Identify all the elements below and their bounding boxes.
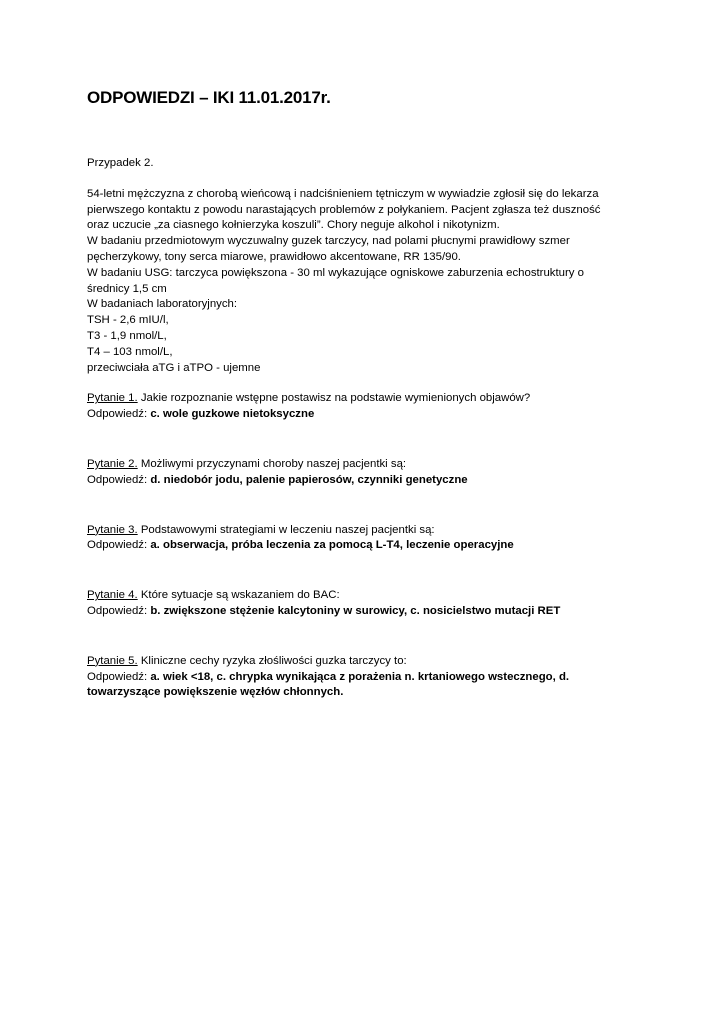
question-label: Pytanie 2. [87,457,138,470]
question-text: Jakie rozpoznanie wstępne postawisz na podstawie wymienionych objawów? [137,392,531,405]
document-body [87,156,647,701]
answer-continuation: towarzyszące powiększenie węzłów chłonnych. [87,686,344,699]
case-line: W badaniach laboratoryjnych: [87,298,238,311]
answer-text: a. obserwacja, próba leczenia za pomocą L-T4, leczenie operacyjne [150,539,514,552]
question-line [87,654,647,670]
question-line [87,588,647,604]
question-text: Podstawowymi strategiami w leczeniu naszej pacjentki są: [137,523,435,536]
case-description [87,187,647,377]
answer-text: a. wiek <18, c. chrypka wynikająca z porażenia n. krtaniowego wstecznego, d. [150,670,570,683]
spacer [87,172,647,187]
case-line: W badaniu USG: tarczyca powiększona - 30 ml wykazujące ogniskowe zaburzenia echostruktury o [87,266,584,279]
question-label: Pytanie 4. [87,589,138,602]
answer-text: b. zwiększone stężenie kalcytoniny w surowicy, c. nosicielstwo mutacji RET [150,604,561,617]
question-line [87,391,647,407]
case-line: pęcherzykowy, tony serca miarowe, prawidłowo akcentowane, RR 135/90. [87,250,461,263]
answer-line [87,473,647,489]
question-block [87,391,647,423]
question-line [87,457,647,473]
answer-prefix: Odpowiedź: [87,539,151,552]
question-label: Pytanie 3. [87,523,138,536]
question-text: Kliniczne cechy ryzyka złośliwości guzka tarczycy to: [137,654,407,667]
case-line: TSH - 2,6 mIU/l, [87,314,169,327]
case-line: średnicy 1,5 cm [87,282,167,295]
answer-line [87,670,647,686]
case-line: pierwszego kontaktu z powodu narastających problemów z połykaniem. Pacjent zgłasza też duszność [87,203,601,216]
spacer [87,489,647,523]
case-line: przeciwciała aTG i aTPO - ujemne [87,361,261,374]
question-block [87,457,647,489]
question-block [87,523,647,555]
question-block [87,588,647,620]
answer-prefix: Odpowiedź: [87,604,151,617]
case-line: T3 - 1,9 nmol/L, [87,329,167,342]
spacer [87,554,647,588]
case-line: oraz uczucie „za ciasnego kołnierzyka koszuli”. Chory neguje alkohol i nikotynizm. [87,219,500,232]
answer-prefix: Odpowiedź: [87,408,151,421]
question-label: Pytanie 1. [87,392,138,405]
case-header: Przypadek 2. [87,157,154,169]
case-line: W badaniu przedmiotowym wyczuwalny guzek tarczycy, nad polami płucnymi prawidłowy szmer [87,235,570,248]
question-text: Które sytuacje są wskazaniem do BAC: [137,589,340,602]
document-title: ODPOWIEDZI – IKI 11.01.2017r. [87,88,331,107]
question-text: Możliwymi przyczynami choroby naszej pacjentki są: [137,457,407,470]
spacer [87,423,647,457]
answer-line [87,538,647,554]
answer-line [87,604,647,620]
spacer [87,620,647,654]
answer-line [87,407,647,423]
spacer [87,376,647,391]
answer-text: c. wole guzkowe nietoksyczne [150,408,315,421]
question-label: Pytanie 5. [87,654,138,667]
answer-text: d. niedobór jodu, palenie papierosów, czynniki genetyczne [150,473,468,486]
answer-prefix: Odpowiedź: [87,670,151,683]
question-line [87,523,647,539]
answer-prefix: Odpowiedź: [87,473,151,486]
case-line: T4 – 103 nmol/L, [87,345,173,358]
case-line: 54-letni mężczyzna z chorobą wieńcową i nadciśnieniem tętniczym w wywiadzie zgłosił się do lekarza [87,187,599,200]
question-block [87,654,647,701]
